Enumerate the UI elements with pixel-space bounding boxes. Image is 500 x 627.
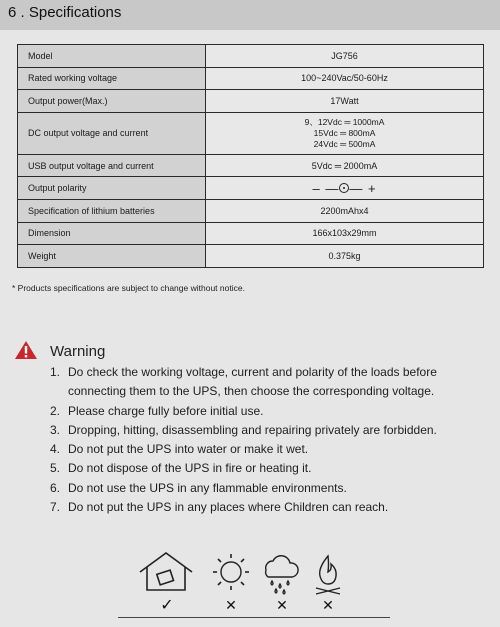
list-item: 4. Do not put the UPS into water or make it wet. <box>50 442 309 457</box>
divider <box>118 617 390 618</box>
spec-value: JG756 <box>206 45 484 68</box>
spec-value <box>206 112 484 154</box>
warning-list <box>50 363 490 517</box>
dc-output-line: 15Vdc ═ 800mA <box>313 127 376 138</box>
spec-value: 166x103x29mm <box>206 222 484 245</box>
pictogram-mark: ✕ <box>225 598 237 614</box>
spec-label: Specification of lithium batteries <box>18 199 206 222</box>
spec-value: 0.375kg <box>206 245 484 268</box>
plus-sign: + <box>367 180 377 196</box>
spec-label: Model <box>18 45 206 68</box>
list-item: 1. Do check the working voltage, current and polarity of the loads before connecting them to the UPS, then choose the corresponding voltage. <box>50 365 437 399</box>
list-item: 6. Do not use the UPS in any flammable environments. <box>50 480 347 495</box>
section-title: 6 . Specifications <box>8 4 122 21</box>
spec-label: DC output voltage and current <box>18 112 206 154</box>
table-row <box>18 90 484 113</box>
list-item: 7. Do not put the UPS in any places where Children can reach. <box>50 500 389 515</box>
polarity-line-icon: — <box>349 180 364 196</box>
rain-cloud-icon <box>266 556 298 594</box>
section-header <box>0 0 500 30</box>
minus-sign: – <box>312 180 321 196</box>
spec-value: 17Watt <box>206 90 484 113</box>
warning-title: Warning <box>50 343 106 360</box>
table-row <box>18 177 484 200</box>
pictogram-mark: ✕ <box>276 598 288 614</box>
spec-label: Output power(Max.) <box>18 90 206 113</box>
usage-pictograms <box>138 550 358 614</box>
spec-value: 2200mAhx4 <box>206 199 484 222</box>
table-row <box>18 154 484 177</box>
dc-output-line: 24Vdc ═ 500mA <box>313 138 376 149</box>
footnote: * Products specifications are subject to change without notice. <box>12 283 245 293</box>
table-row <box>18 67 484 90</box>
house-indoor-icon <box>140 553 192 590</box>
table-row <box>18 45 484 68</box>
table-row <box>18 245 484 268</box>
spec-value: 5Vdc ═ 2000mA <box>206 154 484 177</box>
pictogram-mark: ✓ <box>160 595 174 614</box>
specifications-table <box>17 44 484 268</box>
spec-label: Output polarity <box>18 177 206 200</box>
fire-icon <box>316 556 340 594</box>
table-row <box>18 199 484 222</box>
dc-output-line: 9、12Vdc ═ 1000mA <box>304 116 385 127</box>
spec-label: Rated working voltage <box>18 67 206 90</box>
polarity-line-icon: — <box>325 180 340 196</box>
table-row <box>18 112 484 154</box>
warning-triangle-icon <box>14 340 38 360</box>
spec-label: Weight <box>18 245 206 268</box>
list-item: 2. Please charge fully before initial use. <box>50 403 264 418</box>
center-positive-icon <box>339 183 349 193</box>
spec-value: 100~240Vac/50-60Hz <box>206 67 484 90</box>
sun-heat-icon <box>213 554 249 590</box>
table-row <box>18 222 484 245</box>
spec-label: Dimension <box>18 222 206 245</box>
spec-label: USB output voltage and current <box>18 154 206 177</box>
pictogram-mark: ✕ <box>322 598 334 614</box>
list-item: 3. Dropping, hitting, disassembling and repairing privately are forbidden. <box>50 422 437 437</box>
list-item: 5. Do not dispose of the UPS in fire or heating it. <box>50 461 312 476</box>
polarity-symbol <box>206 177 484 200</box>
